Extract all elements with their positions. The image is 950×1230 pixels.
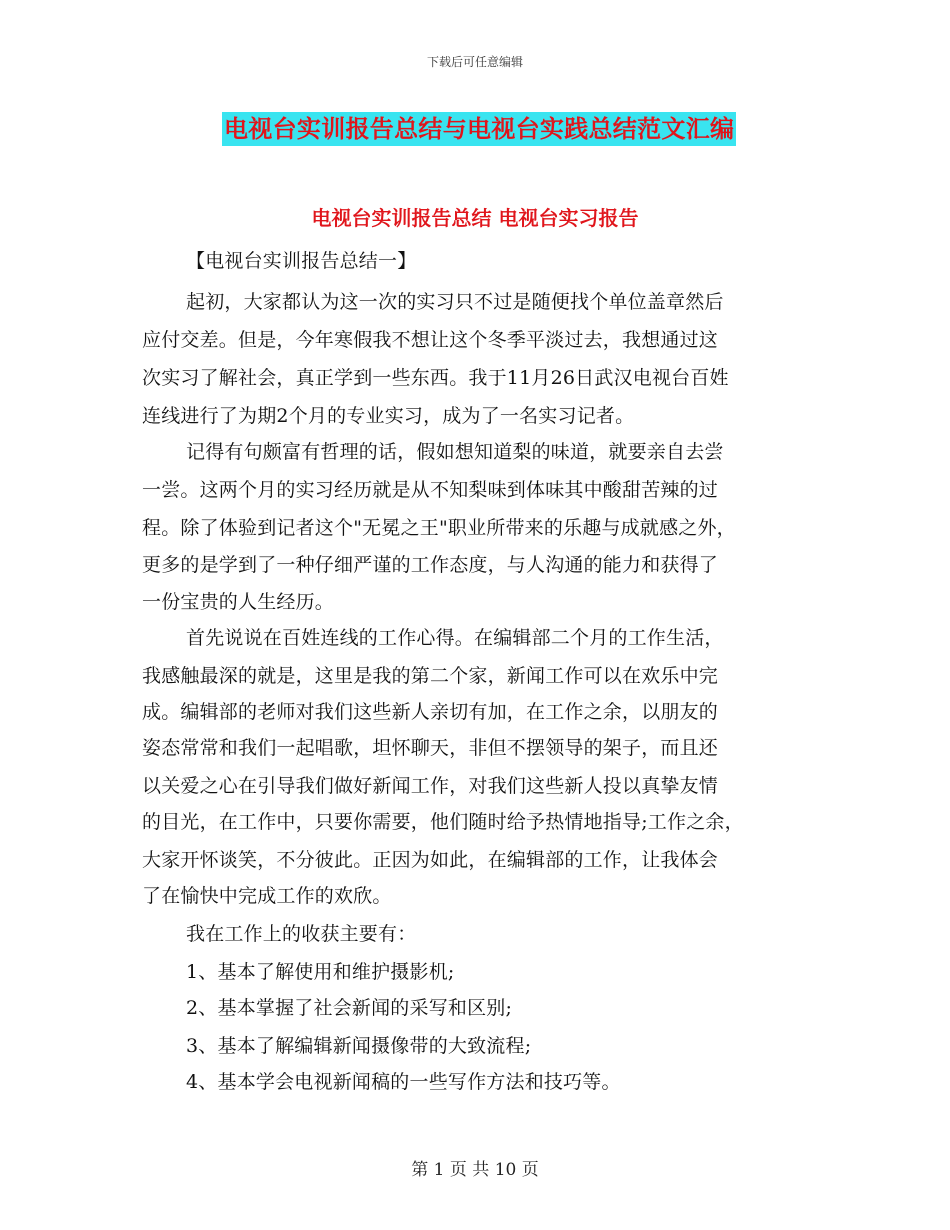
body-line: 记得有句颇富有哲理的话，假如想知道梨的味道，就要亲自去尝 — [186, 441, 724, 463]
body-line: 更多的是学到了一种仔细严谨的工作态度，与人沟通的能力和获得了 — [142, 554, 719, 576]
document-main-title: 电视台实训报告总结与电视台实践总结范文汇编 — [222, 112, 736, 146]
body-line: 姿态常常和我们一起唱歌，坦怀聊天，非但不摆领导的架子，而且还 — [142, 737, 719, 759]
header-note: 下载后可任意编辑 — [426, 55, 523, 69]
body-line: 成。编辑部的老师对我们这些新人亲切有加，在工作之余，以朋友的 — [142, 701, 719, 723]
body-line: 连线进行了为期2个月的专业实习，成为了一名实习记者。 — [142, 405, 635, 427]
body-line: 一份宝贵的人生经历。 — [142, 591, 335, 613]
body-line: 起初，大家都认为这一次的实习只不过是随便找个单位盖章然后 — [186, 291, 724, 313]
body-line: 我在工作上的收获主要有： — [186, 923, 417, 945]
list-item: 3、基本了解编辑新闻摄像带的大致流程; — [186, 1035, 532, 1057]
body-line: 大家开怀谈笑，不分彼此。正因为如此，在编辑部的工作，让我体会 — [142, 849, 719, 871]
list-item: 1、基本了解使用和维护摄影机; — [186, 961, 455, 983]
body-line: 了在愉快中完成工作的欢欣。 — [142, 885, 392, 907]
body-line: 一尝。这两个月的实习经历就是从不知梨味到体味其中酸甜苦辣的过 — [142, 479, 719, 501]
list-item: 2、基本掌握了社会新闻的采写和区别; — [186, 997, 513, 1019]
list-item: 4、基本学会电视新闻稿的一些写作方法和技巧等。 — [186, 1071, 621, 1093]
body-line: 【电视台实训报告总结一】 — [186, 250, 417, 272]
body-line: 以关爱之心在引导我们做好新闻工作，对我们这些新人投以真挚友情 — [142, 775, 719, 797]
body-line: 次实习了解社会，真正学到一些东西。我于11月26日武汉电视台百姓 — [142, 367, 729, 389]
body-line: 的目光，在工作中，只要你需要，他们随时给予热情地指导;工作之余， — [142, 811, 744, 833]
body-line: 应付交差。但是，今年寒假我不想让这个冬季平淡过去，我想通过这 — [142, 329, 719, 351]
page-footer: 第 1 页 共 10 页 — [411, 1160, 539, 1180]
section-subtitle: 电视台实训报告总结 电视台实习报告 — [311, 206, 639, 230]
body-line: 我感触最深的就是，这里是我的第二个家，新闻工作可以在欢乐中完 — [142, 665, 719, 687]
body-line: 首先说说在百姓连线的工作心得。在编辑部二个月的工作生活， — [186, 627, 724, 649]
body-line: 程。除了体验到记者这个"无冕之王"职业所带来的乐趣与成就感之外， — [142, 517, 736, 539]
